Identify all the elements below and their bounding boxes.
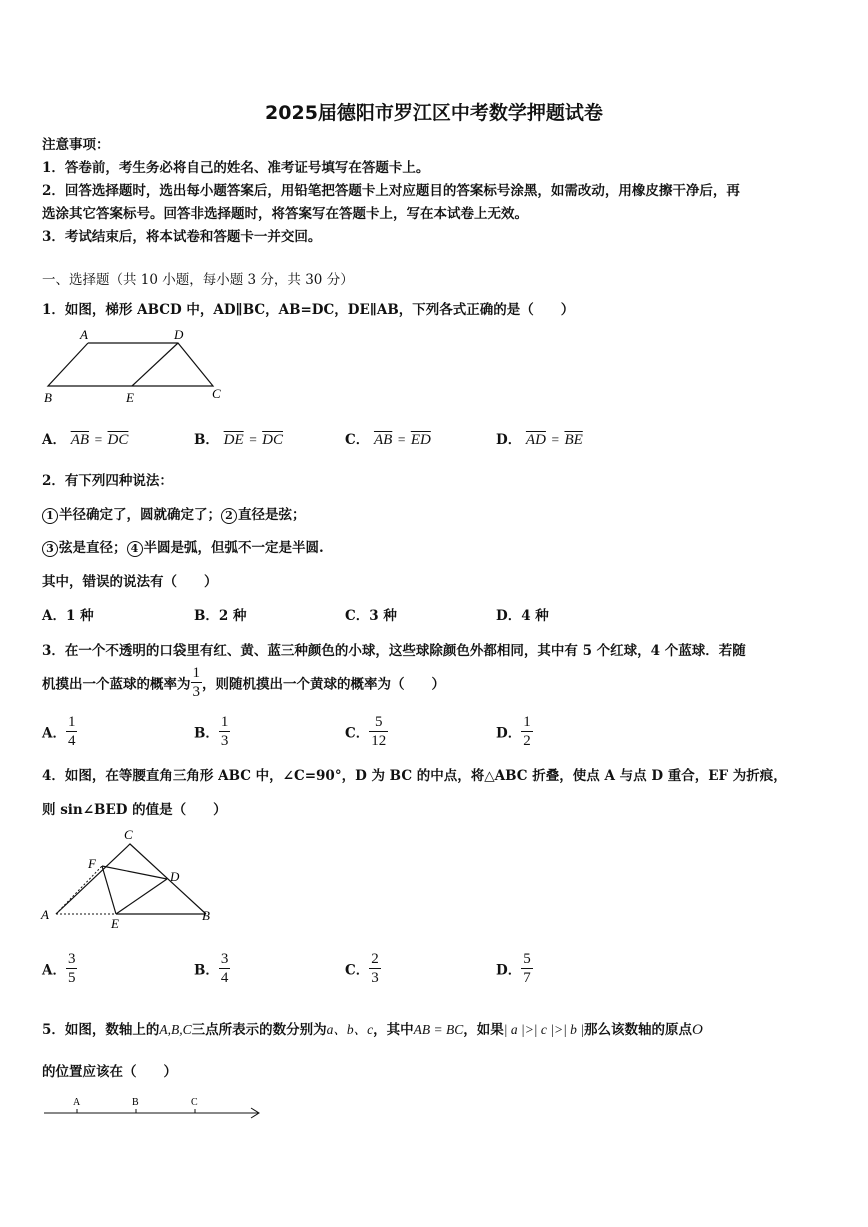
q1-label-e: E <box>126 390 134 405</box>
q1-option-c[interactable]: C． $\overline{AB} = \overline{ED}$ <box>345 432 431 448</box>
page-title: 2025届德阳市罗江区中考数学押题试卷 <box>265 102 603 124</box>
q1-label-c: C <box>212 386 221 401</box>
q2-circled-4: 4 <box>127 541 143 557</box>
q4-stem-line2: 则 sin∠BED 的值是（ ） <box>42 802 227 818</box>
q4-label-e: E <box>111 916 119 931</box>
q1-option-b[interactable]: B． $\overline{DE} = \overline{DC}$ <box>194 432 283 448</box>
q1-trapezoid-figure <box>40 326 230 408</box>
q1-option-d[interactable]: D． $\overline{AD} = \overline{BE}$ <box>496 432 583 448</box>
q5-number-line <box>40 1093 265 1121</box>
q3-option-a[interactable]: A． $\frac{1}{4}$ <box>42 714 76 749</box>
notice-item-3: 3．考试结束后，将本试卷和答题卡一并交回。 <box>42 229 322 245</box>
q5-axis-label-a: A <box>73 1097 81 1108</box>
q2-circled-3: 3 <box>42 541 58 557</box>
q3-stem-line1: 3．在一个不透明的口袋里有红、黄、蓝三种颜色的小球，这些球除颜色外都相同，其中有 5 个红球，4 个蓝球．若随 <box>42 643 746 659</box>
q3-stem-line2: 机摸出一个蓝球的概率为 $\frac{1}{3}$ ，则随机摸出一个黄球的概率为（ ） <box>42 665 445 700</box>
notice-item-2-cont: 选涂其它答案标号。回答非选择题时，将答案写在答题卡上，写在本试卷上无效。 <box>42 206 528 222</box>
notice-item-2: 2．回答选择题时，选出每小题答案后，用铅笔把答题卡上对应题目的答案标号涂黑，如需改动，用橡皮擦干净后，再 <box>42 183 740 199</box>
q4-label-d: D <box>170 869 180 884</box>
q5-axis-label-b: B <box>132 1097 139 1108</box>
q1-label-d: D <box>174 327 184 342</box>
q2-statements-line1: 1 半径确定了，圆就确定了； 2 直径是弦； <box>42 503 306 524</box>
q3-fraction: $\frac{1}{3}$ <box>192 665 200 700</box>
q5-axis-label-c: C <box>191 1097 198 1108</box>
q5-stem-line2: 的位置应该在（ ） <box>42 1064 177 1080</box>
q2-ask: 其中，错误的说法有（ ） <box>42 574 218 590</box>
q4-option-a[interactable]: A． $\frac{3}{5}$ <box>42 951 76 986</box>
q1-stem: 1．如图，梯形 ABCD 中，AD∥BC，AB=DC，DE∥AB，下列各式正确的是（ ） <box>42 302 575 318</box>
q5-stem-line1: 5．如图，数轴上的A,B,C三点所表示的数分别为a、b、c，其中AB = BC，如果| a |>| c |>| b |那么该数轴的原点O <box>42 1022 703 1038</box>
q4-label-f: F <box>88 856 96 871</box>
q4-option-d[interactable]: D． $\frac{5}{7}$ <box>496 951 531 986</box>
q4-label-a: A <box>41 907 49 922</box>
q2-stem: 2．有下列四种说法： <box>42 473 173 489</box>
q1-label-b: B <box>44 390 52 405</box>
q1-label-a: A <box>80 327 88 342</box>
section-heading: 一、选择题（共 10 小题，每小题 3 分，共 30 分） <box>42 272 354 288</box>
q4-stem-line1: 4．如图，在等腰直角三角形 ABC 中，∠C=90°，D 为 BC 的中点，将△ABC 折叠，使点 A 与点 D 重合，EF 为折痕， <box>42 768 787 784</box>
q4-option-c[interactable]: C． $\frac{2}{3}$ <box>345 951 379 986</box>
q3-option-b[interactable]: B． $\frac{1}{3}$ <box>194 714 229 749</box>
q2-option-a[interactable]: A．1 种 <box>42 608 94 624</box>
q2-option-b[interactable]: B．2 种 <box>194 608 247 624</box>
q2-option-c[interactable]: C．3 种 <box>345 608 397 624</box>
q3-option-c[interactable]: C． $\frac{5}{12}$ <box>345 714 387 749</box>
q4-triangle-figure <box>38 826 220 932</box>
q4-label-c: C <box>124 827 133 842</box>
q2-circled-1: 1 <box>42 508 58 524</box>
notice-item-1: 1．答卷前，考生务必将自己的姓名、准考证号填写在答题卡上。 <box>42 160 430 176</box>
q4-option-b[interactable]: B． $\frac{3}{4}$ <box>194 951 229 986</box>
q2-circled-2: 2 <box>221 508 237 524</box>
q1-option-a[interactable]: A． $\overline{AB} = \overline{DC}$ <box>42 432 129 448</box>
q3-option-d[interactable]: D． $\frac{1}{2}$ <box>496 714 531 749</box>
q2-statements-line2: 3 弦是直径； 4 半圆是弧，但弧不一定是半圆. <box>42 536 324 557</box>
q4-label-b: B <box>202 908 210 923</box>
notice-heading: 注意事项： <box>42 137 110 153</box>
q2-option-d[interactable]: D．4 种 <box>496 608 549 624</box>
